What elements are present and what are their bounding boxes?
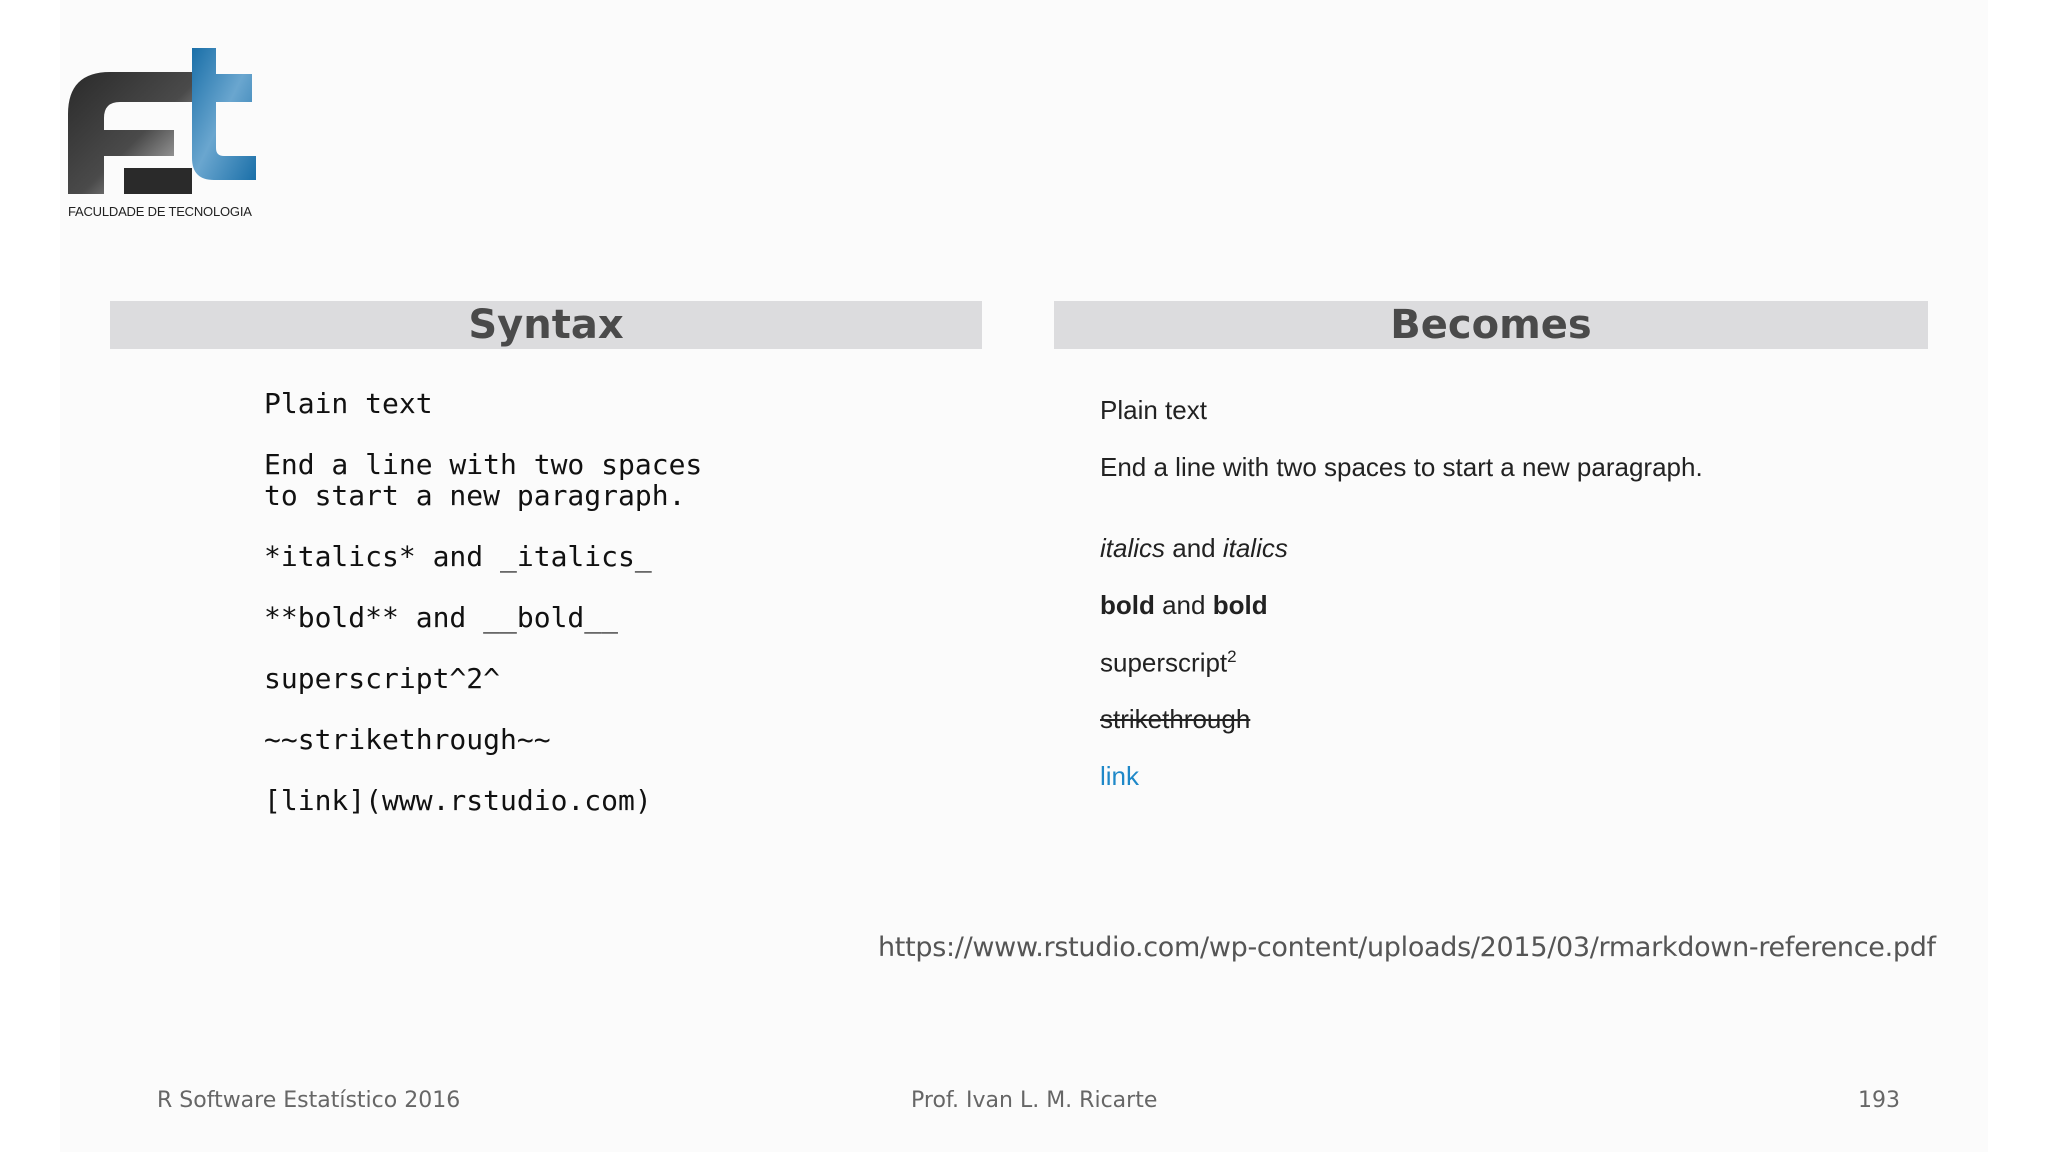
- becomes-paragraph: End a line with two spaces to start a new paragraph.: [1100, 452, 1703, 482]
- syntax-header: Syntax: [110, 301, 982, 349]
- superscript-exponent: 2: [1227, 647, 1237, 666]
- syntax-superscript: superscript^2^: [264, 662, 501, 695]
- syntax-strikethrough: ~~strikethrough~~: [264, 723, 551, 756]
- slide-background: [60, 0, 1988, 1152]
- footer-course: R Software Estatístico 2016: [157, 1088, 461, 1113]
- syntax-bold: **bold** and __bold__: [264, 601, 619, 634]
- logo-caption: FACULDADE DE TECNOLOGIA: [68, 204, 252, 219]
- italics-and: and: [1165, 533, 1223, 563]
- becomes-italics: [1100, 533, 1288, 564]
- syntax-link: [link](www.rstudio.com): [264, 784, 652, 817]
- footer-author: Prof. Ivan L. M. Ricarte: [911, 1088, 1158, 1113]
- bold-word-2: bold: [1212, 590, 1268, 620]
- becomes-bold: [1100, 590, 1268, 621]
- page-number: 193: [1858, 1088, 1900, 1113]
- source-url[interactable]: https://www.rstudio.com/wp-content/uploads/2015/03/rmarkdown-reference.pdf: [878, 932, 1936, 963]
- syntax-italics: *italics* and _italics_: [264, 540, 652, 573]
- bold-word-1: bold: [1100, 590, 1155, 620]
- ft-logo-mark: [64, 44, 264, 204]
- becomes-strikethrough: strikethrough: [1100, 704, 1251, 734]
- italics-word-1: italics: [1100, 533, 1166, 563]
- syntax-paragraph-line-1: End a line with two spaces: [264, 448, 703, 481]
- italics-word-2: italics: [1222, 533, 1288, 563]
- bold-and: and: [1154, 590, 1213, 620]
- superscript-word: superscript: [1100, 647, 1228, 678]
- becomes-plain-text: Plain text: [1100, 395, 1207, 425]
- syntax-paragraph-line-2: to start a new paragraph.: [264, 479, 686, 512]
- becomes-link[interactable]: link: [1100, 761, 1140, 791]
- becomes-superscript: [1100, 647, 1237, 679]
- syntax-plain-text: Plain text: [264, 387, 433, 420]
- ft-logo: [64, 44, 264, 224]
- becomes-header: Becomes: [1054, 301, 1928, 349]
